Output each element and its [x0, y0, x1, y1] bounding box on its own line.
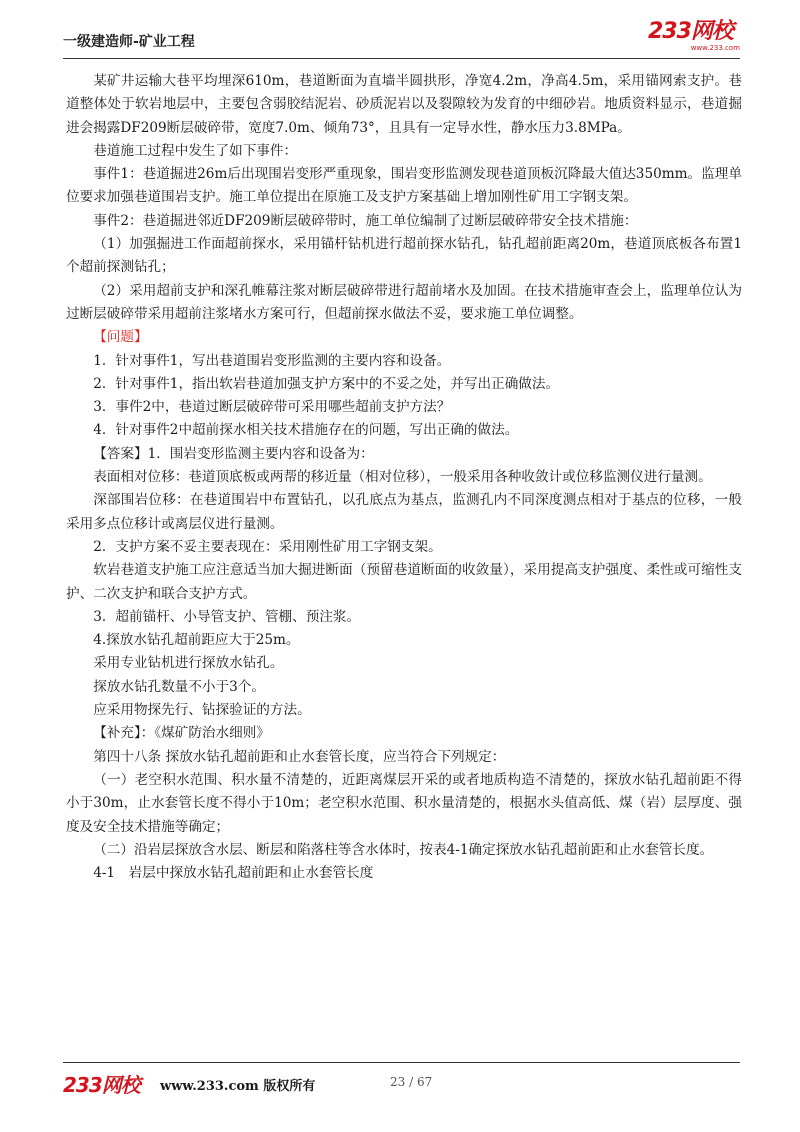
- supplement-heading: [66, 722, 742, 745]
- page-number: 23 / 67: [390, 1075, 433, 1089]
- questions-label: 【问题】: [93, 329, 148, 346]
- measure-2-paragraph: （2）采用超前支护和深孔帷幕注浆对断层破碎带进行超前堵水及加固。在技术措施审查会上，监理单位认为过断层破碎带采用超前注浆堵水方案可行，但超前探水做法不妥，要求施工单位调整。: [66, 282, 742, 322]
- answer-item: 3．超前锚杆、小导管支护、管棚、预注浆。: [93, 608, 361, 625]
- question-item: 1．针对事件1，写出巷道围岩变形监测的主要内容和设备。: [93, 352, 451, 369]
- article-clause: （一）老空积水范围、积水量不清楚的，近距离煤层开采的或者地质构造不清楚的，探放水钻孔超前距不得小于30m，止水套管长度不得小于10m；老空积水范围、积水量清楚的，根据水头值高低、煤（岩）层厚度、强度及安全技术措施等确定；: [66, 771, 742, 835]
- header-title: 一级建造师-矿业工程: [63, 34, 195, 50]
- supplement-label: 【补充】: [93, 725, 141, 742]
- answer-item: 采用专业钻机进行探放水钻孔。: [93, 655, 284, 672]
- case-paragraph: 某矿井运输大巷平均埋深610m，巷道断面为直墙半圆拱形，净宽4.2m，净高4.5m，采用锚网索支护。巷道整体处于软岩地层中，主要包含弱胶结泥岩、砂质泥岩以及裂隙较为发育的中细砂岩。地质资料显示，巷道掘进会揭露DF209断层破碎带，宽度7.0m、倾角73°，且具有一定导水性，静水压力3.8MPa。: [66, 73, 742, 136]
- brand-logo[interactable]: [648, 20, 740, 56]
- answer-item: 2．支护方案不妥主要表现在：采用刚性矿用工字钢支架。: [93, 538, 442, 555]
- case-paragraph: 巷道施工过程中发生了如下事件：: [93, 142, 298, 159]
- question-item: 3．事件2中，巷道过断层破碎带可采用哪些超前支护方法？: [93, 399, 451, 416]
- event-1-paragraph: 事件1：巷道掘进26m后出现围岩变形严重现象，围岩变形监测发现巷道顶板沉降最大值达350mm。监理单位要求加强巷道围岩支护。施工单位提出在原施工及支护方案基础上增加刚性矿用工字钢支架。: [66, 166, 742, 206]
- questions-heading: [66, 326, 742, 349]
- answer-label: 【答案】: [93, 445, 148, 462]
- logo-text: 233网校: [648, 19, 733, 44]
- answer-item: 1．围岩变形监测主要内容和设备为：: [147, 445, 374, 462]
- answer-heading: [66, 443, 742, 466]
- table-caption: 4-1 岩层中探放水钻孔超前距和止水套管长度: [93, 865, 374, 882]
- footer-logo[interactable]: 233网校: [63, 1073, 140, 1097]
- answer-item: 探放水钻孔数量不小于3个。: [93, 678, 265, 695]
- answer-item: 软岩巷道支护施工应注意适当加大掘进断面（预留巷道断面的收敛量），采用提高支护强度、柔性或可缩性支护、二次支护和联合支护方式。: [66, 562, 742, 602]
- question-item: 4．针对事件2中超前探水相关技术措施存在的问题，写出正确的做法。: [93, 422, 519, 439]
- answer-item: 深部围岩位移：在巷道围岩中布置钻孔，以孔底点为基点，监测孔内不同深度测点相对于基点的位移，一般采用多点位移计或离层仪进行量测。: [66, 492, 742, 532]
- article-heading: 第四十八条 探放水钻孔超前距和止水套管长度，应当符合下列规定：: [93, 748, 506, 765]
- supplement-text: ：《煤矿防治水细则》: [140, 725, 270, 742]
- answer-item: 表面相对位移：巷道顶底板或两帮的移近量（相对位移），一般采用各种收敛计或位移监测仪进行量测。: [93, 469, 712, 486]
- article-clause: （二）沿岩层探放含水层、断层和陷落柱等含水体时，按表4-1确定探放水钻孔超前距和止水套管长度。: [93, 841, 714, 858]
- document-body: [66, 70, 742, 885]
- header-divider: [63, 58, 740, 59]
- footer-divider: [63, 1062, 740, 1063]
- measure-1-paragraph: （1）加强掘进工作面超前探水，采用锚杆钻机进行超前探水钻孔，钻孔超前距离20m，巷道顶底板各布置1个超前探测钻孔；: [66, 236, 742, 276]
- footer-copyright: www.233.com 版权所有: [160, 1079, 316, 1094]
- answer-item: 4.探放水钻孔超前距应大于25m。: [93, 632, 300, 649]
- logo-url: www.233.com: [690, 44, 740, 52]
- answer-item: 应采用物探先行、钻探验证的方法。: [93, 702, 311, 719]
- question-item: 2．针对事件1，指出软岩巷道加强支护方案中的不妥之处，并写出正确做法。: [93, 375, 560, 392]
- event-2-paragraph: 事件2：巷道掘进邻近DF209断层破碎带时，施工单位编制了过断层破碎带安全技术措施：: [93, 212, 638, 229]
